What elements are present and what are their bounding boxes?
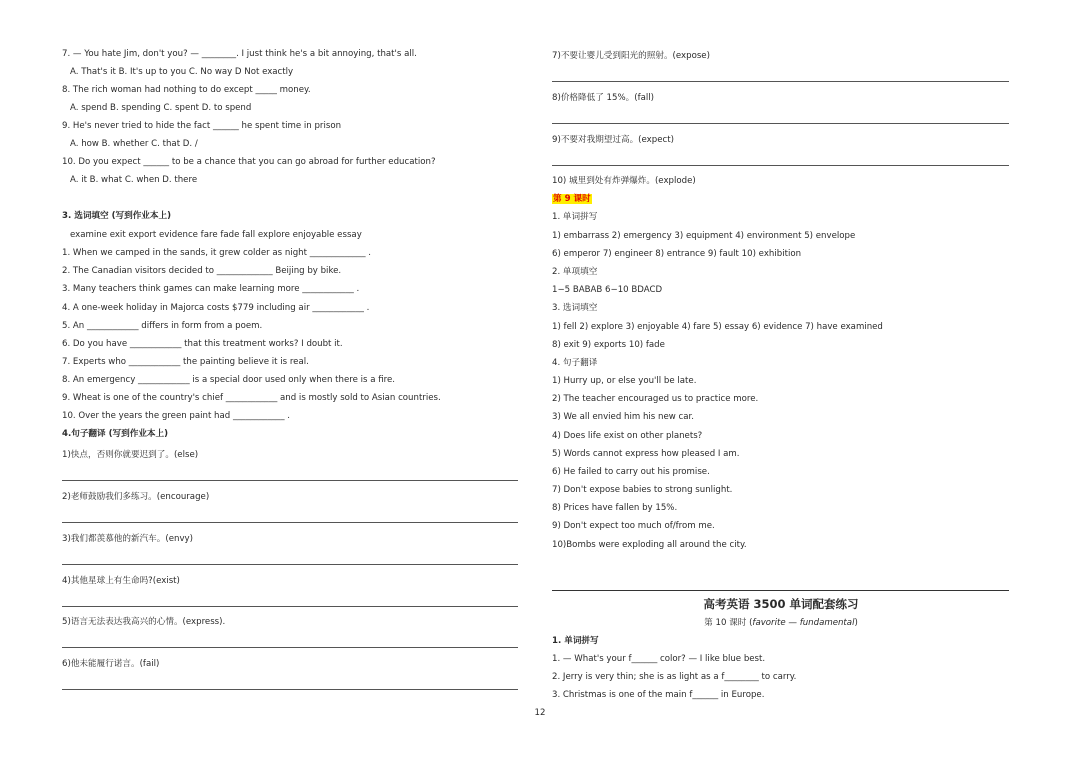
lesson-10-item-2: 2. Jerry is very thin; she is as light as a f________ to carry. [552,672,797,682]
answers-heading-1: 1. 单词拼写 [552,212,598,222]
translation-9: 9)不要对我期望过高。(expect) [552,135,674,145]
answer-line [62,647,518,648]
fill-item-8: 8. An emergency ____________ is a special door used only when there is a fire. [62,375,395,385]
translation-answer-9: 9) Don't expect too much of/from me. [552,521,715,531]
answers-heading-3: 3. 选词填空 [552,303,598,313]
question-10: 10. Do you expect ______ to be a chance that you can go abroad for further education? [62,157,436,167]
word-bank: examine exit export evidence fare fade fall explore enjoyable essay [70,230,362,240]
translation-answer-2: 2) The teacher encouraged us to practice more. [552,394,759,404]
answer-line [62,689,518,690]
answers-heading-2: 2. 单项填空 [552,267,598,277]
answer-line [62,480,518,481]
fill-item-6: 6. Do you have ____________ that this treatment works? I doubt it. [62,339,343,349]
section-3-heading: 3. 选词填空 (写到作业本上) [62,211,172,221]
lesson-10-subtitle [552,617,1010,629]
fill-answers-1: 1) fell 2) explore 3) enjoyable 4) fare 5) essay 6) evidence 7) have examined [552,322,883,332]
spelling-answers-1: 1) embarrass 2) emergency 3) equipment 4) environment 5) envelope [552,231,856,241]
question-8-options: A. spend B. spending C. spent D. to spend [70,103,252,113]
answer-line [62,522,518,523]
fill-item-4: 4. A one-week holiday in Majorca costs $779 including air ____________ . [62,303,370,313]
fill-item-9: 9. Wheat is one of the country's chief ____________ and is mostly sold to Asian countries. [62,393,441,403]
question-8: 8. The rich woman had nothing to do except _____ money. [62,85,311,95]
lesson-10-item-1: 1. — What's your f______ color? — I like blue best. [552,654,766,664]
lesson-10-prefix: 第 10 课时 ( [704,618,753,628]
translation-1: 1)快点，否则你就要迟到了。(else) [62,450,199,460]
translation-10: 10) 城里到处有炸弹爆炸。(explode) [552,176,696,186]
translation-answer-10: 10)Bombs were exploding all around the city. [552,540,747,550]
translation-7: 7)不要让婴儿受到阳光的照射。(expose) [552,51,710,61]
translation-4: 4)其他星球上有生命吗?(exist) [62,576,180,586]
lesson-9-label [552,193,592,205]
question-7-options: A. That's it B. It's up to you C. No way D Not exactly [70,67,294,77]
fill-answers-2: 8) exit 9) exports 10) fade [552,340,665,350]
translation-answer-7: 7) Don't expose babies to strong sunlight. [552,485,733,495]
translation-8: 8)价格降低了 15%。(fall) [552,93,654,103]
translation-3: 3)我们都羡慕他的新汽车。(envy) [62,534,193,544]
translation-answer-3: 3) We all envied him his new car. [552,412,694,422]
spelling-answers-2: 6) emperor 7) engineer 8) entrance 9) fault 10) exhibition [552,249,802,259]
question-9-options: A. how B. whether C. that D. / [70,139,198,149]
fill-item-7: 7. Experts who ____________ the painting believe it is real. [62,357,309,367]
answer-line [552,165,1009,166]
document-title: 高考英语 3500 单词配套练习 [703,597,859,611]
lesson-10-range: favorite — fundamental [752,618,855,628]
translation-answer-5: 5) Words cannot express how pleased I am. [552,449,740,459]
question-7: 7. — You hate Jim, don't you? — ________. I just think he's a bit annoying, that's all. [62,49,417,59]
answer-line [552,123,1009,124]
lesson-10-item-3: 3. Christmas is one of the main f______ in Europe. [552,690,765,700]
lesson-10-suffix: ) [854,618,858,628]
translation-5: 5)语言无法表达我高兴的心情。(express). [62,617,226,627]
lesson-9-highlight: 第 9 课时 [553,194,591,204]
translation-answer-4: 4) Does life exist on other planets? [552,431,703,441]
answer-line [62,606,518,607]
fill-item-2: 2. The Canadian visitors decided to _____________ Beijing by bike. [62,266,342,276]
answer-line [62,564,518,565]
translation-answer-8: 8) Prices have fallen by 15%. [552,503,678,513]
fill-item-1: 1. When we camped in the sands, it grew colder as night _____________ . [62,248,372,258]
translation-answer-6: 6) He failed to carry out his promise. [552,467,710,477]
section-4-heading: 4.句子翻译 (写到作业本上) [62,429,169,439]
lesson-10-heading: 1. 单词拼写 [552,636,599,646]
fill-item-10: 10. Over the years the green paint had ____________ . [62,411,290,421]
question-9: 9. He's never tried to hide the fact ______ he spent time in prison [62,121,342,131]
question-10-options: A. it B. what C. when D. there [70,175,198,185]
section-divider [552,590,1009,591]
answer-line [552,81,1009,82]
choice-answers: 1−5 BABAB 6−10 BDACD [552,285,663,295]
page-number: 12 [534,708,546,718]
translation-2: 2)老师鼓励我们多练习。(encourage) [62,492,210,502]
fill-item-5: 5. An ____________ differs in form from a poem. [62,321,263,331]
fill-item-3: 3. Many teachers think games can make learning more ____________ . [62,284,360,294]
translation-6: 6)他未能履行诺言。(fail) [62,659,160,669]
answers-heading-4: 4. 句子翻译 [552,358,598,368]
translation-answer-1: 1) Hurry up, or else you'll be late. [552,376,697,386]
